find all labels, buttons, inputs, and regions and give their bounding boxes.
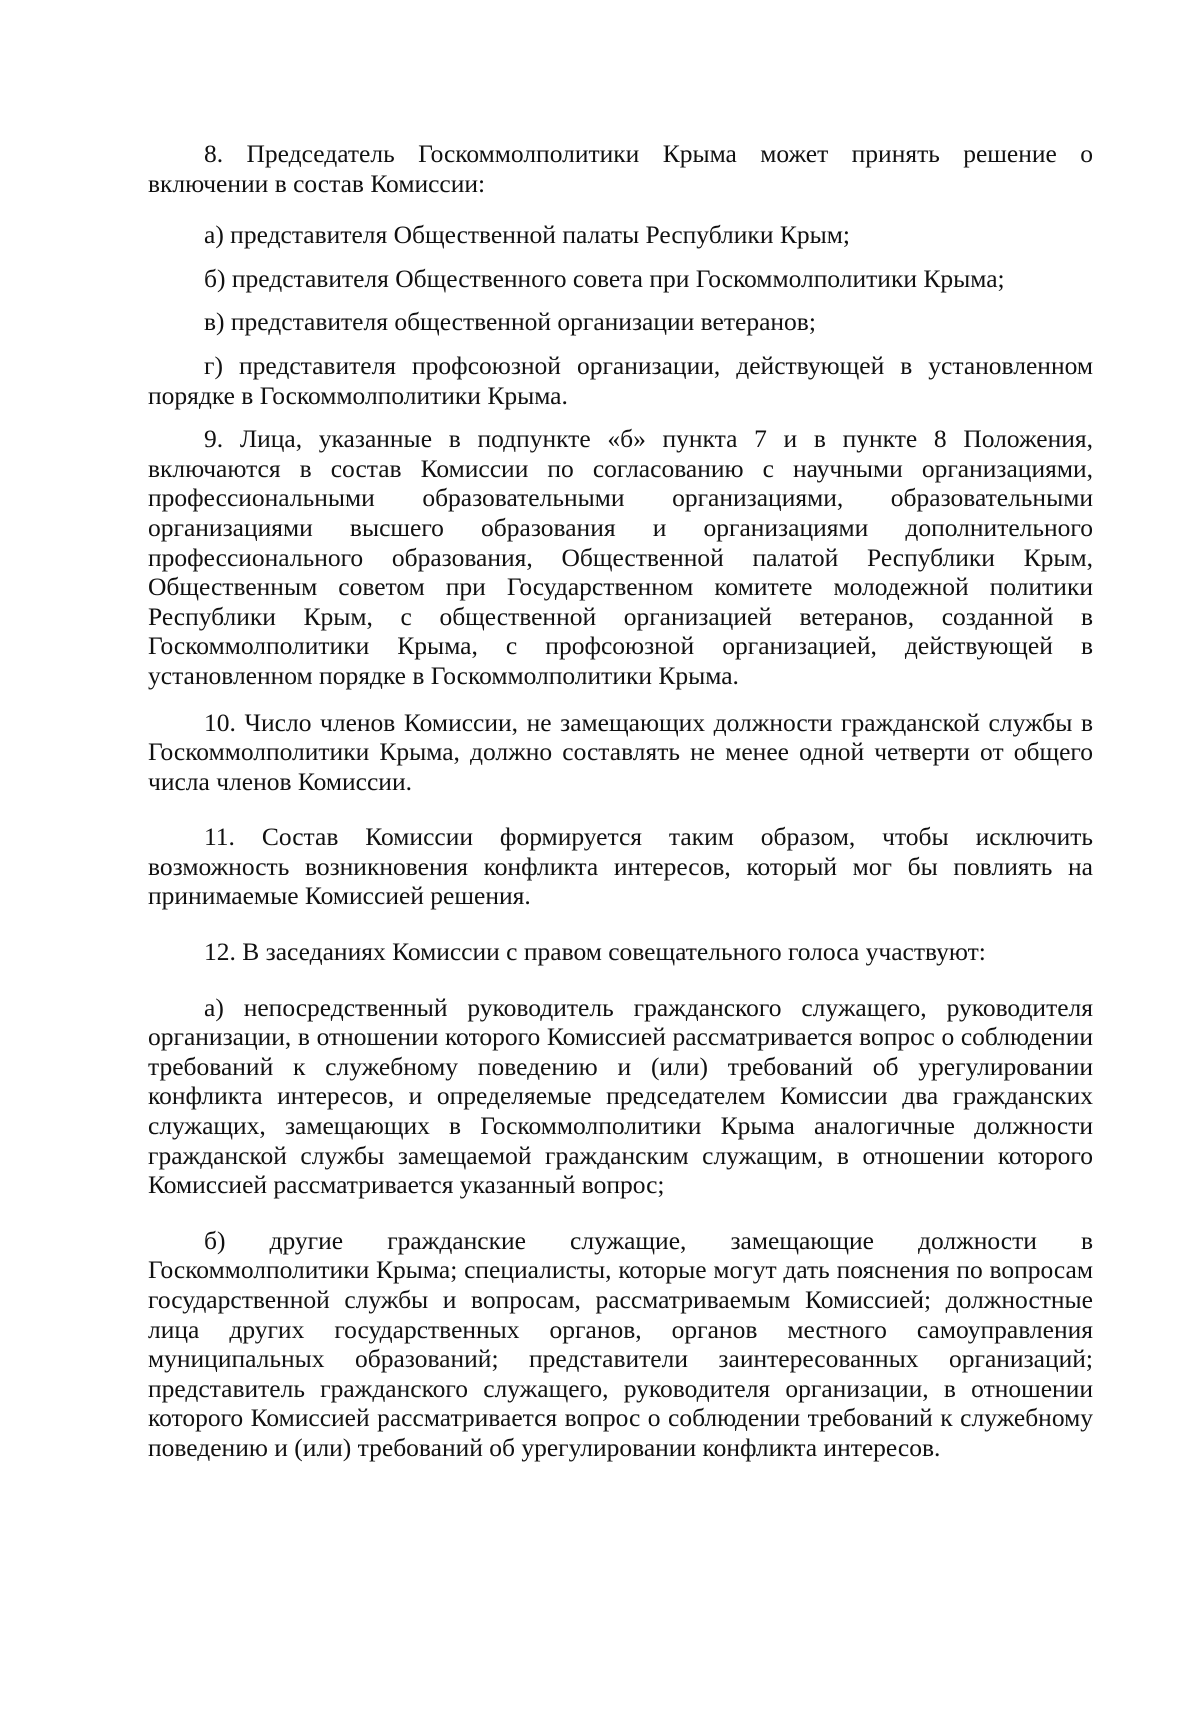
paragraph-12: 12. В заседаниях Комиссии с правом совещательного голоса участвуют: <box>204 937 986 967</box>
paragraph-10: 10. Число членов Комиссии, не замещающих должности гражданской службы в Госкоммолполитики Крыма, должно составлять не менее одной четверти от общего числа членов Комиссии. <box>148 707 1093 796</box>
paragraph-12b: б) другие гражданские служащие, замещающие должности в Госкоммолполитики Крыма; специалисты, которые могут дать пояснения по вопросам государственной службы и вопросам, рассматриваемым Комиссией; должностные лица других государственных органов, органов местного самоуправления муниципальных образований; представители заинтересованных организаций; представитель гражданского служащего, руководителя организации, в отношении которого Комиссией рассматривается вопрос о соблюдении требований к служебному поведению и (или) требований об урегулировании конфликта интересов. <box>148 1225 1093 1462</box>
paragraph-8a: а) представителя Общественной палаты Республики Крым; <box>204 220 850 250</box>
paragraph-8g: г) представителя профсоюзной организации, действующей в установленном порядке в Госкоммолполитики Крыма. <box>148 350 1093 410</box>
document-body <box>148 139 1093 1463</box>
paragraph-8: 8. Председатель Госкоммолполитики Крыма может принять решение о включении в состав Комиссии: <box>148 139 1093 198</box>
paragraph-8b: б) представителя Общественного совета при Госкоммолполитики Крыма; <box>204 263 1005 293</box>
paragraph-9: 9. Лица, указанные в подпункте «б» пункта 7 и в пункте 8 Положения, включаются в состав Комиссии по согласованию с научными организациями, профессиональными образовательными организациями, образовательными организациями высшего образования и организациями дополнительного профессионального образования, Общественной палатой Республики Крым, Общественным советом при Государственном комитете молодежной политики Республики Крым, с общественной организацией ветеранов, созданной в Госкоммолполитики Крыма, с профсоюзной организацией, действующей в установленном порядке в Госкоммолполитики Крыма. <box>148 424 1093 690</box>
paragraph-12a: а) непосредственный руководитель гражданского служащего, руководителя организации, в отношении которого Комиссией рассматривается вопрос о соблюдении требований к служебному поведению и (или) требований об урегулировании конфликта интересов, и определяемые председателем Комиссии два гражданских служащих, замещающих в Госкоммолполитики Крыма аналогичные должности гражданской службы замещаемой гражданским служащим, в отношении которого Комиссией рассматривается указанный вопрос; <box>148 992 1093 1200</box>
paragraph-8v: в) представителя общественной организации ветеранов; <box>204 307 816 337</box>
paragraph-11: 11. Состав Комиссии формируется таким образом, чтобы исключить возможность возникновения конфликта интересов, который мог бы повлиять на принимаемые Комиссией решения. <box>148 822 1093 911</box>
